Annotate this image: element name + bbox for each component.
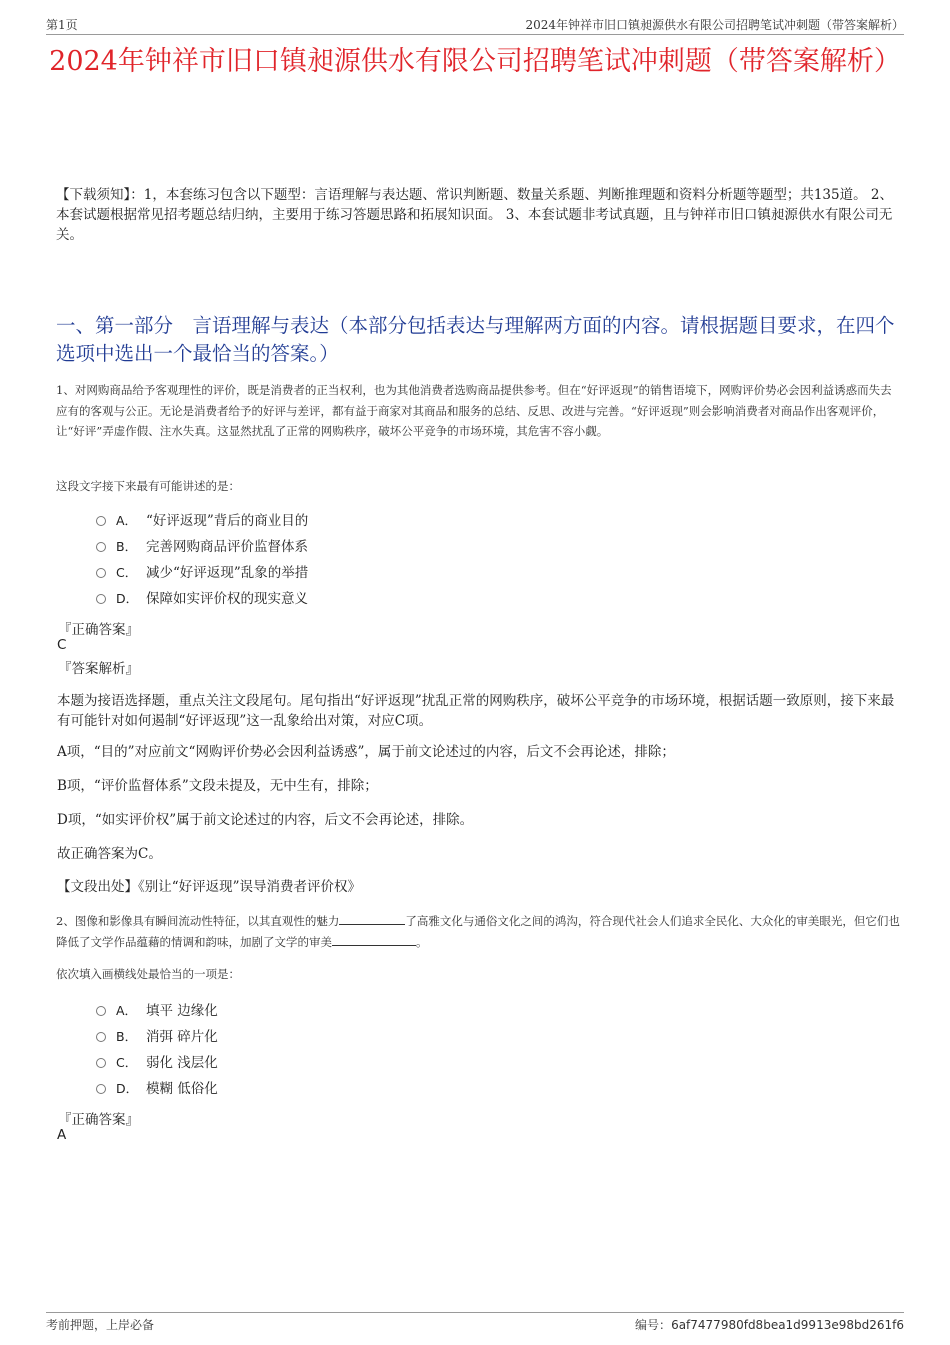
q2-answer-label: 『正确答案』 <box>58 1112 139 1128</box>
radio-icon[interactable] <box>96 1032 106 1042</box>
download-notice: 【下载须知】：1，本套练习包含以下题型：言语理解与表达题、常识判断题、数量关系题、判断推理题和资料分析题等题型；共135道。 2、本套试题根据常见招考题总结归纳，主要用于练习答题思路和拓展知识面。 3、本套试题非考试真题，且与钟祥市旧口镇昶源供水有限公司无关。 <box>56 187 893 243</box>
q1-answer: C <box>57 637 67 653</box>
document-title: 2024年钟祥市旧口镇昶源供水有限公司招聘笔试冲刺题（带答案解析） <box>49 46 901 77</box>
q1-analysis-d: D项，“如实评价权”属于前文论述过的内容，后文不会再论述，排除。 <box>57 812 474 828</box>
q1-analysis-b: B项，“评价监督体系”文段未提及，无中生有，排除； <box>57 778 378 794</box>
question-1-text: 1、对网购商品给予客观理性的评价，既是消费者的正当权利，也为其他消费者选购商品提供参考。但在“好评返现”的销售语境下，网购评价势必会因利益诱惑而失去应有的客观与公正。无论是消费者给予的好评与差评，都有益于商家对其商品和服务的总结、反思、改进与完善。“好评返现”则会影响消费者对商品作出客观评价，让“好评”弄虚作假、注水失真。这显然扰乱了正常的网购秩序，破坏公平竞争的市场环境，其危害不容小觑。 <box>56 383 892 438</box>
fill-blank-2[interactable] <box>332 935 416 946</box>
q1-source: 【文段出处】《别让“好评返现”误导消费者评价权》 <box>57 879 362 895</box>
q2-option-c[interactable]: C． 弱化 浅层化 <box>96 1053 218 1073</box>
footer-slogan: 考前押题，上岸必备 <box>46 1318 155 1332</box>
q1-option-d[interactable]: D． 保障如实评价权的现实意义 <box>96 589 308 609</box>
page-number: 第1页 <box>46 18 78 32</box>
q1-analysis-a: A项，“目的”对应前文“网购评价势必会因利益诱惑”，属于前文论述过的内容，后文不会再论述，排除； <box>57 744 675 760</box>
footer-code: 编号：6af7477980fd8bea1d9913e98bd261f6 <box>635 1318 904 1332</box>
radio-icon[interactable] <box>96 542 106 552</box>
q2-answer: A <box>57 1127 67 1143</box>
q1-option-b[interactable]: B． 完善网购商品评价监督体系 <box>96 537 308 557</box>
q2-option-d[interactable]: D． 模糊 低俗化 <box>96 1079 218 1099</box>
question-2-prompt: 依次填入画横线处最恰当的一项是： <box>56 967 240 981</box>
q1-option-a[interactable]: A． “好评返现”背后的商业目的 <box>96 511 308 531</box>
q1-analysis-label: 『答案解析』 <box>58 661 139 677</box>
q1-answer-label: 『正确答案』 <box>58 622 139 638</box>
q1-analysis-intro: 本题为接语选择题，重点关注文段尾句。尾句指出“好评返现”扰乱正常的网购秩序，破坏公平竞争的市场环境，根据话题一致原则，接下来最有可能针对如何遏制“好评返现”这一乱象给出对策，对应C项。 <box>57 693 895 729</box>
fill-blank-1[interactable] <box>339 914 405 925</box>
radio-icon[interactable] <box>96 1006 106 1016</box>
q1-option-c[interactable]: C． 减少“好评返现”乱象的举措 <box>96 563 308 583</box>
page-header <box>46 14 904 35</box>
section-heading: 一、第一部分 言语理解与表达（本部分包括表达与理解两方面的内容。请根据题目要求，在四个选项中选出一个最恰当的答案。） <box>56 314 895 365</box>
radio-icon[interactable] <box>96 516 106 526</box>
q2-option-b[interactable]: B． 消弭 碎片化 <box>96 1027 218 1047</box>
radio-icon[interactable] <box>96 594 106 604</box>
header-doc-title: 2024年钟祥市旧口镇昶源供水有限公司招聘笔试冲刺题（带答案解析） <box>525 18 904 32</box>
radio-icon[interactable] <box>96 1058 106 1068</box>
q1-analysis-conclusion: 故正确答案为C。 <box>57 846 162 862</box>
question-2-text: 2、图像和影像具有瞬间流动性特征，以其直观性的魅力 了高雅文化与通俗文化之间的鸿沟，符合现代社会人们追求全民化、大众化的审美眼光，但它们也降低了文学作品蕴藉的情调和韵味，加剧了文学的审美 。 <box>56 914 900 949</box>
page-footer <box>46 1312 904 1332</box>
q2-option-a[interactable]: A． 填平 边缘化 <box>96 1001 218 1021</box>
radio-icon[interactable] <box>96 1084 106 1094</box>
radio-icon[interactable] <box>96 568 106 578</box>
question-1-prompt: 这段文字接下来最有可能讲述的是： <box>56 479 240 493</box>
